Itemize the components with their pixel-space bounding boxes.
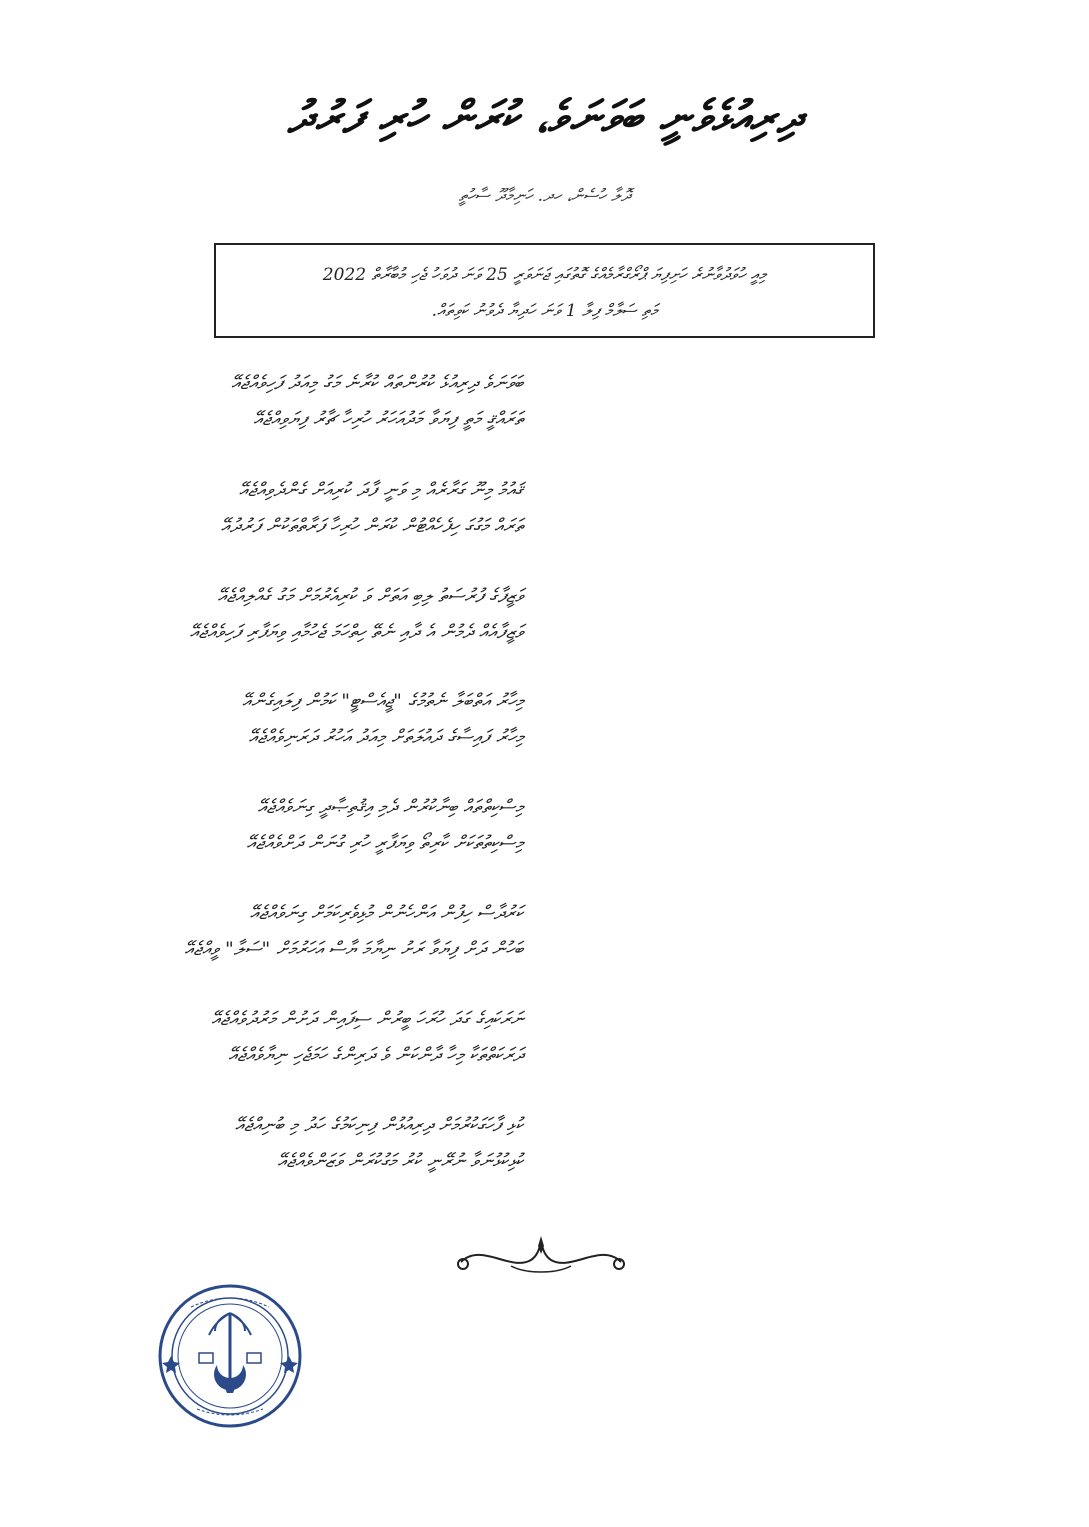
award-note-box bbox=[214, 243, 875, 338]
page-title: ދިރިއުޅެވެނީ ބަވަނަވެ، ކުރަން ހުރި ފަރުދު bbox=[287, 92, 802, 143]
verse-line: ވަޒީފާއެއް ދެމުން އެ ދާއި ނެތޭ ހިތްހަމަ ޖެހުމާއި ވިޔަފާރި ފަހިވެއްޖެއޭ bbox=[189, 621, 523, 643]
note-line-1: މިއީ ހުވަދުވާނުރެ ހަށިފިޔަ ޕްރޯގްރާމެއްގެ ގޮތުގައި ޖަނަވަރީ 25 ވަނަ ދުވަހު ޖެހި މުބާރާތް 2022 bbox=[322, 265, 767, 285]
verse-line: ތަރައްޤީ މަތީ ފިޔަވާ މަދުއަހަރު ހުރިހާ ޗާރު ފިޔަވިއްޖެއޭ bbox=[253, 408, 523, 430]
verse-line: ވަޒީފާގެ ފުރުސަތު ލިބި އަތަށް ވަ ކުރިއެރުމަށް މަގު ގެއްލިއްޖެއޭ bbox=[217, 585, 523, 607]
verse-line: ތަރައް މަގުގަ ހިފެހެއްޓުން ކުރަން ހުރިހާ ފަރާތްތަކުން ފަރުދުއޭ bbox=[220, 515, 523, 537]
verse-line: ކުޅިކުޅުނަވާ ނުރޭނީ ކުރު މަގުކުރަން ވަޒަންވެއްޖެއޭ bbox=[277, 1150, 523, 1172]
note-line-2: މަތި ސަލާމް ފިލާ 1 ވަނަ ހަދިޔާ ދެވުނު ކަވިތައް. bbox=[431, 301, 658, 321]
verse-line: ޤައުމު މިނޫ ގަރާރެއް މި ވަނީ ފާދަ ކުރިއަށް ގެންދެވިއްޖެއޭ bbox=[238, 479, 523, 501]
verse-line: މިހާރު އަތްބަލާ ނެތުމުގެ "ޖީއެސްޓީ" ކަމުން ފިލައިގެންއޭ bbox=[242, 690, 523, 712]
author-line: ދޮލާ ހުސެން، ހދ. ހަނިމާދޫ ސާހުތީ bbox=[458, 186, 631, 206]
official-seal-icon bbox=[157, 1283, 303, 1429]
verse-line: މިސްކިތްތައް ބިނާކުރުން ދެމި އިޤުތިޞާދީ ގިނަވެއްޖެއޭ bbox=[257, 796, 523, 818]
flourish-divider-icon bbox=[451, 1232, 631, 1282]
verse-line: މިސްކިތުތަކަށް ކާރިތޯ ވިޔަފާރީ ހުރި ގުނަން ދަށްވެއްޖެއޭ bbox=[246, 832, 523, 854]
verse-line: ކުޅި ފާހަގަކުރުމަށް ދިރިއުޅުން ފިނިކަމުގެ ހަދު މި ބުނިއްޖެއޭ bbox=[235, 1114, 523, 1136]
verse-line: ބަހުން ދަށް ފިޔަވާ ރަށު ނިޔާމަ ޔާސް އަހަރުމަށް "ސަލާ" ވީއްޖެއޭ bbox=[184, 938, 523, 960]
verse-line: ކަރުދާސް ހިފުން އަންހެނުން މުޅިވެރިކަމަށް ގިނަވެއްޖެއޭ bbox=[249, 902, 523, 924]
verse-line: ނަރަކައިގެ ގަދަ ހުރަހަ ބީރުން ސިފައިން ދަށުން މަރުދުވެއްޖެއޭ bbox=[211, 1008, 523, 1030]
verse-line: މިހާރު ފައިސާގެ ދައުލަތަށް މިއަދު އަހުރު ދަރަނިވެއްޖެއޭ bbox=[248, 726, 523, 748]
verse-line: ބަވަނަވެ ދިރިއުޅެ ކުރުންތައް ކުރާނެ މަގު މިއަދު ފަހިވެއްޖެއޭ bbox=[231, 372, 523, 394]
verse-line: ދަރަކަތްތަކާ މިހާ ދާންކަން ވެ ދަރިންގެ ހަމަޖެހި ނިޔާވެއްޖެއޭ bbox=[228, 1044, 523, 1066]
